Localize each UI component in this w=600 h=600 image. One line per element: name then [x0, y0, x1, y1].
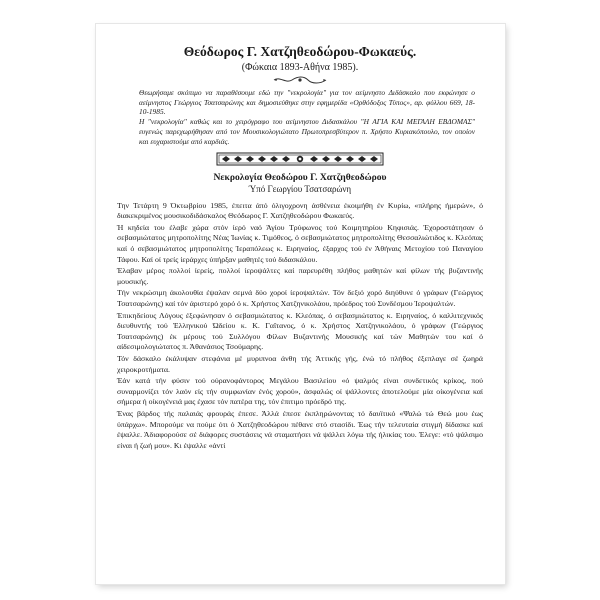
small-ornament-icon [272, 76, 328, 84]
intro-note [139, 88, 475, 147]
page-content [117, 38, 483, 452]
body-paragraph: Έλαβαν μέρος πολλοί ίερείς, πολλοί ίεροψάλτες καί παρευρέθη πλήθος μαθητών καί φίλων τής βυζαντινής μουσικής. [117, 266, 483, 286]
body-paragraph: Την Τετάρτη 9 Όκτωβρίου 1985, έπειτα άπό όλιγοχρονη άσθένεια έκοιμήθη έν Κυρίω, «πλήρης ήμερών», ό διακεκριμένος μουσικοδιδάσκαλος Θεόδωρος Γ. Χατζηθεοδώρου Φωκαεύς. [117, 200, 483, 221]
body-paragraph: Ή κηδεία του έλαβε χώρα στόν ίερό ναό Άγίου Τρύφωνος τού Κοιμητηρίου Κηφισιάς. Έχοροστάτησαν ό σεβασμιώτατος μητροπολίτης Νέας Ίωνίας κ. Τιμόθεος, ό σεβασμιώτατος μητροπολίτης Θεσσαλιώτιδος κ. Κλεόπας καί ό σεβασμιώτατος μητροπολίτης Ίεραπόλεως κ. Ειρηναίος, έξαρχος τού έν Άθήναις Μετοχίου τού Παναγίου Τάφου. Καί οί τρείς ίεράρχες ύπήρξαν μαθητές τού διδασκάλου. [117, 222, 483, 264]
body-paragraph: Τήν νεκρώσιμη άκολουθία έψαλαν σεμνά δύο χοροί ίεροψαλτών. Τόν δεξιό χορό διηύθυνε ό γράφων (Γεώργιος Τσατσαρώνης) καί τόν άριστερό χορό ό κ. Χρήστος Χατζηνικολάου, πρόεδρος τού Συνδέσμου Ίεροψαλτών. [117, 288, 483, 309]
intro-paragraph: Θεωρήσαμε σκόπιμο να παραθέσουμε εδώ την "νεκρολογία" για τον αείμνηστο Διδάσκαλο που εκφώνησε ο αείμνηστος Γεώργιος Τσατσαρώνης και δημοσιεύθηκε στην εφημερίδα «Ορθόδοξος Τύπος», αρ. φύλλου 669, 18-10-1985. [139, 87, 475, 117]
article-author: Ύπό Γεωργίου Τσατσαρώνη [248, 184, 352, 195]
body-paragraph: Έάν κατά τήν φύσιν τού ούρανοφάντορος Μεγάλου Βασιλείου «ό ψαλμός είναι συνδετικός κρίκος, πού συναρμονίζει τόν λαόν είς τήν συμφωνίαν ένός χορού», άσφαλώς οί ψάλλοντες άποτελούμε μία οίκογένεια καί σήμερα ή οίκογένειά μας έχασε τόν πατέρα της, τόν έπιτιμο πρόεδρό της. [117, 376, 483, 407]
page-title: Θεόδωρος Γ. Χατζηθεοδώρου-Φωκαεύς. [183, 44, 417, 59]
body-paragraph: Ένας βάρδος τής παλαιάς φρουράς έπεσε. Άλλά έπεσε έκπληρώνοντας τό δαυϊτικό «Ψαλώ τώ Θεώ μου έως ύπάρχω». Μπορούμε να πούμε ότι ό Χατζηθεοδώρου πέθανε στό στασίδι. Έως τήν τελευταία στιγμή δίδασκε καί έψαλλε. Άδιαφορούσε σέ διάφορες συστάσεις νά σταματήσει νά ψάλλει λόγω τής ήλικίας του. Έλεγε: «τό ψάλσιμο είναι ή ζωή μου». Κι έψαλλε «άντί [117, 408, 483, 450]
decorative-border-icon [216, 152, 384, 166]
article-heading: Νεκρολογία Θεοδώρου Γ. Χατζηθεοδώρου [213, 172, 387, 184]
body-paragraph: Έπικηδείους Λόγους έξεφώνησαν ό σεβασμιώτατος κ. Κλεόπας, ό σεβασμιώτατος κ. Ειρηναίος, ό καλλιτεχνικός διευθυντής τού Έλληνικού Ώδείου κ. Κ. Γαΐτανος, ό κ. Χρήστος Χατζηνικολάου, ό γράφων (Γεώργιος Τσατσαρώνης) έκ μέρους τού Συλλόγου Φίλων Βυζαντινής Μουσικής καί τών Μαθητών του καί ό αίδεσιμολογιώτατος π. Άθανάσιος Τσούμαρης. [117, 310, 483, 352]
body-paragraph: Τόν δάσκαλο έκάλυψαν στεφάνια μέ μυριπνοα άνθη τής Άττικής γής, ένώ τό πλήθος έξεπλαγε σέ ζωηρά χειροκροτήματα. [117, 354, 483, 374]
intro-paragraph: Η "νεκρολογία" καθώς και το χειρόγραφο του αείμνηστου Διδασκάλου "Η ΑΓΙΑ ΚΑΙ ΜΕΓΑΛΗ ΕΒΔΟΜΑΣ" ευγενώς παρεχωρήθησαν από τον Μουσικολογιώτατο Πρωτοπρεσβύτερον π. Χρήστο Κυριακόπουλο, τον οποίον και ευχαριστούμε από καρδιάς. [139, 117, 475, 146]
document-page [96, 24, 505, 584]
page-subtitle: (Φώκαια 1893-Αθήνα 1985). [241, 61, 359, 73]
article-body [117, 201, 483, 452]
